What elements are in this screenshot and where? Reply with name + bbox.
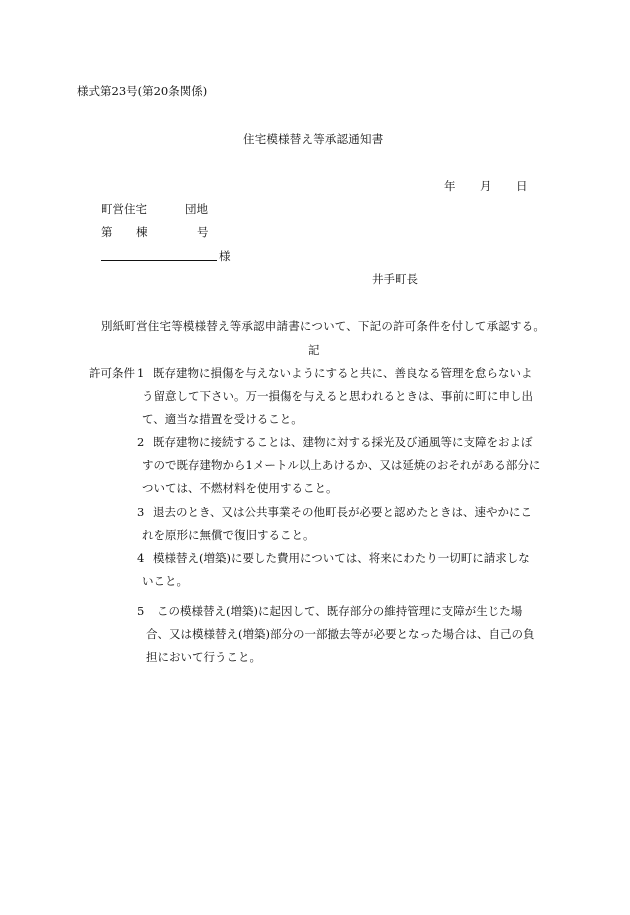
condition-text-line: すので既存建物から1メートル以上あけるか、又は延焼のおそれがある部分に [142,458,541,472]
conditions-label: 許可条件 [89,366,135,380]
condition-number: 5 [137,604,145,618]
housing-name: 町営住宅 [101,202,147,216]
condition-text-line: この模様替え(増築)に起因して、既存部分の維持管理に支障が生じた場 [157,604,523,618]
condition-text-line: 退去のとき、又は公共事業その他町長が必要と認めたときは、速やかにこ [153,505,533,519]
condition-text-line: 合、又は模様替え(増築)部分の一部撤去等が必要となった場合は、自己の負 [146,627,535,641]
condition-number: 2 [137,435,145,449]
condition-text-line: 既存建物に損傷を与えないようにすると共に、善良なる管理を怠らないよ [153,366,533,380]
condition-text-line: いこと。 [142,574,188,588]
condition-text-line: 模様替え(増築)に要した費用については、将来にわたり一切町に請求しな [153,551,530,565]
ki-label: 記 [308,343,320,357]
date-day-label: 日 [516,179,528,193]
date-year-label: 年 [444,179,456,193]
issuer: 井手町長 [372,272,418,286]
condition-number: 1 [137,366,145,380]
condition-text-line: ついては、不燃材料を使用すること。 [142,481,338,495]
condition-text-line: て、適当な措置を受けること。 [142,412,303,426]
body-text: 別紙町営住宅等模様替え等承認申請書について、下記の許可条件を付して承認する。 [101,319,546,333]
condition-number: 3 [137,505,145,519]
form-number: 様式第23号(第20条関係) [77,84,208,98]
condition-number: 4 [137,551,145,565]
condition-text-line: れを原形に無償で復旧すること。 [142,528,315,542]
condition-text-line: 既存建物に接続することは、建物に対する採光及び通風等に支障をおよぼ [153,435,533,449]
room-suffix: 号 [197,225,209,239]
building-prefix: 第 [101,225,113,239]
housing-suffix: 団地 [185,202,208,216]
date-month-label: 月 [480,179,492,193]
document-title: 住宅模様替え等承認通知書 [243,132,384,146]
honorific: 様 [219,249,231,263]
condition-text-line: う留意して下さい。万一損傷を与えると思われるときは、事前に町に申し出 [142,389,533,403]
building-mid: 棟 [136,225,148,239]
condition-text-line: 担において行うこと。 [146,650,261,664]
addressee-name-line [101,260,217,261]
